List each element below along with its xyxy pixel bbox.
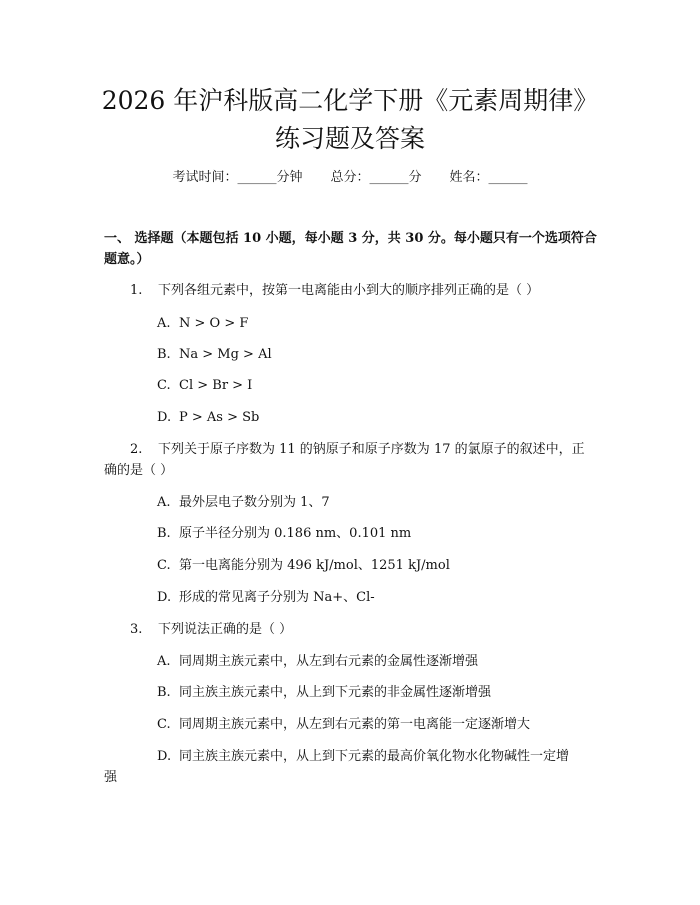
section-heading: 一、 选择题（本题包括 10 小题，每小题 3 分，共 30 分。每小题只有一个选项符合题意。）	[104, 231, 597, 267]
option-letter: B.	[157, 685, 171, 700]
question-2	[130, 439, 585, 460]
option-letter: A.	[157, 316, 171, 331]
question-3	[130, 619, 292, 640]
option-text: 形成的常见离子分别为 Na+、Cl-	[179, 590, 375, 605]
option-text: 同周期主族元素中，从左到右元素的金属性逐渐增强	[179, 654, 479, 669]
question-text: 下列关于原子序数为 11 的钠原子和原子序数为 17 的氯原子的叙述中，正	[158, 442, 585, 457]
question-number: 3.	[130, 622, 143, 637]
question-text: 下列说法正确的是（ ）	[158, 622, 293, 637]
question-1	[130, 280, 539, 301]
option-text: 第一电离能分别为 496 kJ/mol、1251 kJ/mol	[179, 558, 450, 573]
option-letter: D.	[157, 590, 172, 605]
question-3-option-b	[157, 682, 491, 703]
question-2-continuation: 确的是（ ）	[104, 463, 174, 478]
option-text: P > As > Sb	[179, 410, 260, 425]
question-2-option-a	[157, 492, 330, 513]
question-2-option-c	[157, 555, 450, 576]
question-3-option-d-continuation: 强	[104, 770, 118, 785]
option-text: 同主族主族元素中，从上到下元素的最高价氧化物水化物碱性一定增	[179, 749, 570, 764]
question-text: 下列各组元素中，按第一电离能由小到大的顺序排列正确的是（ ）	[158, 283, 540, 298]
option-text: 最外层电子数分别为 1、7	[179, 495, 330, 510]
option-letter: B.	[157, 347, 171, 362]
question-3-option-c	[157, 714, 530, 735]
question-1-option-c	[157, 375, 252, 396]
option-letter: D.	[157, 749, 172, 764]
exam-info	[0, 168, 700, 188]
document-title-line1: 2026 年沪科版高二化学下册《元素周期律》	[101, 86, 599, 115]
exam-total-score: 总分：______分	[330, 170, 422, 185]
option-letter: A.	[157, 495, 171, 510]
exam-time: 考试时间：______分钟	[172, 170, 303, 185]
option-letter: B.	[157, 526, 171, 541]
document-title-line2: 练习题及答案	[274, 124, 425, 153]
question-number: 1.	[130, 283, 143, 298]
option-letter: A.	[157, 654, 171, 669]
question-2-option-b	[157, 523, 411, 544]
option-letter: D.	[157, 410, 172, 425]
question-1-option-a	[157, 313, 248, 334]
option-text: Na > Mg > Al	[179, 347, 272, 362]
option-text: 同主族主族元素中，从上到下元素的非金属性逐渐增强	[179, 685, 492, 700]
question-1-option-d	[157, 407, 259, 428]
option-text: 原子半径分别为 0.186 nm、0.101 nm	[179, 526, 412, 541]
option-letter: C.	[157, 717, 171, 732]
question-3-option-a	[157, 651, 478, 672]
option-text: N > O > F	[179, 316, 249, 331]
question-1-option-b	[157, 344, 272, 365]
question-number: 2.	[130, 442, 143, 457]
option-letter: C.	[157, 378, 171, 393]
question-2-option-d	[157, 587, 375, 608]
option-text: Cl > Br > I	[179, 378, 253, 393]
option-letter: C.	[157, 558, 171, 573]
option-text: 同周期主族元素中，从左到右元素的第一电离能一定逐渐增大	[179, 717, 531, 732]
exam-student-name: 姓名：______	[449, 170, 528, 185]
question-3-option-d	[157, 746, 569, 767]
